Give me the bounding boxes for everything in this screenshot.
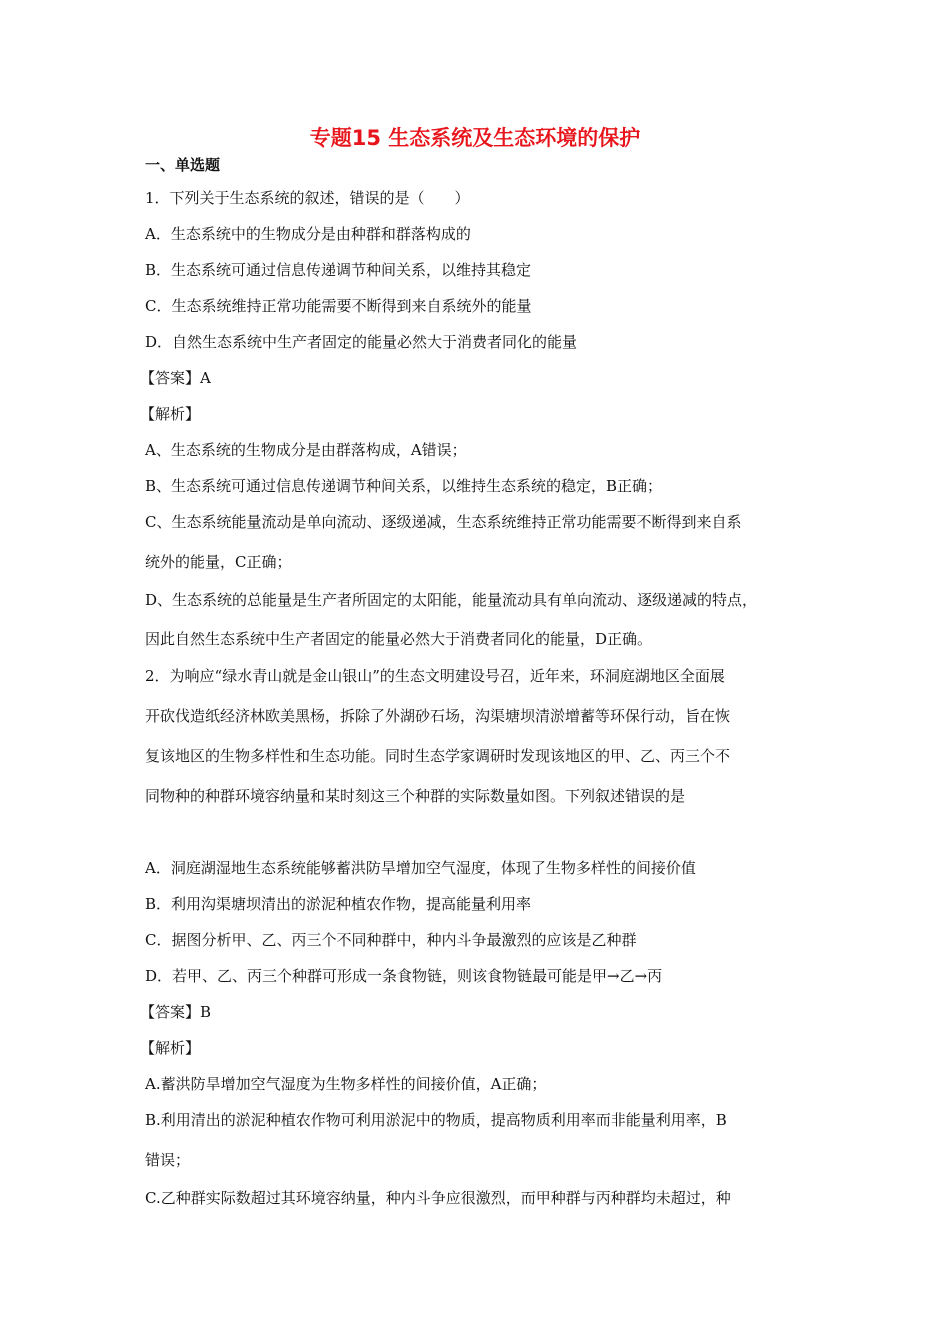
question-2-option-c: C．据图分析甲、乙、丙三个不同种群中，种内斗争最激烈的应该是乙种群 bbox=[145, 931, 637, 949]
question-1-option-a: A．生态系统中的生物成分是由种群和群落构成的 bbox=[145, 225, 471, 243]
question-2-analysis-line: 错误； bbox=[145, 1151, 191, 1169]
question-2-analysis-line: A.蓄洪防旱增加空气湿度为生物多样性的间接价值，A正确； bbox=[145, 1075, 547, 1093]
question-1-analysis-line: A、生态系统的生物成分是由群落构成，A错误； bbox=[145, 441, 467, 459]
question-1-analysis-line: B、生态系统可通过信息传递调节种间关系，以维持生态系统的稳定，B正确； bbox=[145, 477, 663, 495]
section-heading: 一、单选题 bbox=[145, 156, 221, 174]
question-1-analysis-line: 因此自然生态系统中生产者固定的能量必然大于消费者同化的能量，D正确。 bbox=[145, 630, 653, 648]
question-2-analysis-label: 【解析】 bbox=[140, 1039, 201, 1057]
question-1-analysis-line: D、生态系统的总能量是生产者所固定的太阳能，能量流动具有单向流动、逐级递减的特点， bbox=[145, 591, 758, 609]
question-2-stem-line: 2．为响应“绿水青山就是金山银山”的生态文明建设号召，近年来，环洞庭湖地区全面展 bbox=[145, 667, 725, 685]
question-2-option-d: D．若甲、乙、丙三个种群可形成一条食物链，则该食物链最可能是甲→乙→丙 bbox=[145, 967, 663, 985]
question-1-analysis-line: 统外的能量，C正确； bbox=[145, 553, 292, 571]
question-2-option-a: A．洞庭湖湿地生态系统能够蓄洪防旱增加空气湿度，体现了生物多样性的间接价值 bbox=[145, 859, 696, 877]
question-2-analysis-line: B.利用清出的淤泥种植农作物可利用淤泥中的物质，提高物质利用率而非能量利用率，B bbox=[145, 1111, 727, 1129]
question-2-option-b: B．利用沟渠塘坝清出的淤泥种植农作物，提高能量利用率 bbox=[145, 895, 532, 913]
question-1-option-c: C．生态系统维持正常功能需要不断得到来自系统外的能量 bbox=[145, 297, 532, 315]
question-2-analysis-line: C.乙种群实际数超过其环境容纳量，种内斗争应很激烈，而甲种群与丙种群均未超过，种 bbox=[145, 1189, 731, 1207]
question-2-stem-line: 同物种的种群环境容纳量和某时刻这三个种群的实际数量如图。下列叙述错误的是 bbox=[145, 787, 686, 805]
question-2-answer: 【答案】B bbox=[140, 1003, 212, 1021]
question-2-stem-line: 开砍伐造纸经济林欧美黑杨，拆除了外湖砂石场，沟渠塘坝清淤增蓄等环保行动，旨在恢 bbox=[145, 707, 731, 725]
question-1-answer: 【答案】A bbox=[140, 369, 211, 387]
question-1-option-d: D．自然生态系统中生产者固定的能量必然大于消费者同化的能量 bbox=[145, 333, 578, 351]
question-2-stem-line: 复该地区的生物多样性和生态功能。同时生态学家调研时发现该地区的甲、乙、丙三个不 bbox=[145, 747, 731, 765]
question-1-analysis-line: C、生态系统能量流动是单向流动、逐级递减，生态系统维持正常功能需要不断得到来自系 bbox=[145, 513, 742, 531]
question-1-stem: 1．下列关于生态系统的叙述，错误的是（ ） bbox=[145, 189, 470, 207]
question-1-analysis-label: 【解析】 bbox=[140, 405, 201, 423]
page-title: 专题15 生态系统及生态环境的保护 bbox=[309, 126, 641, 150]
question-1-option-b: B．生态系统可通过信息传递调节种间关系，以维持其稳定 bbox=[145, 261, 532, 279]
